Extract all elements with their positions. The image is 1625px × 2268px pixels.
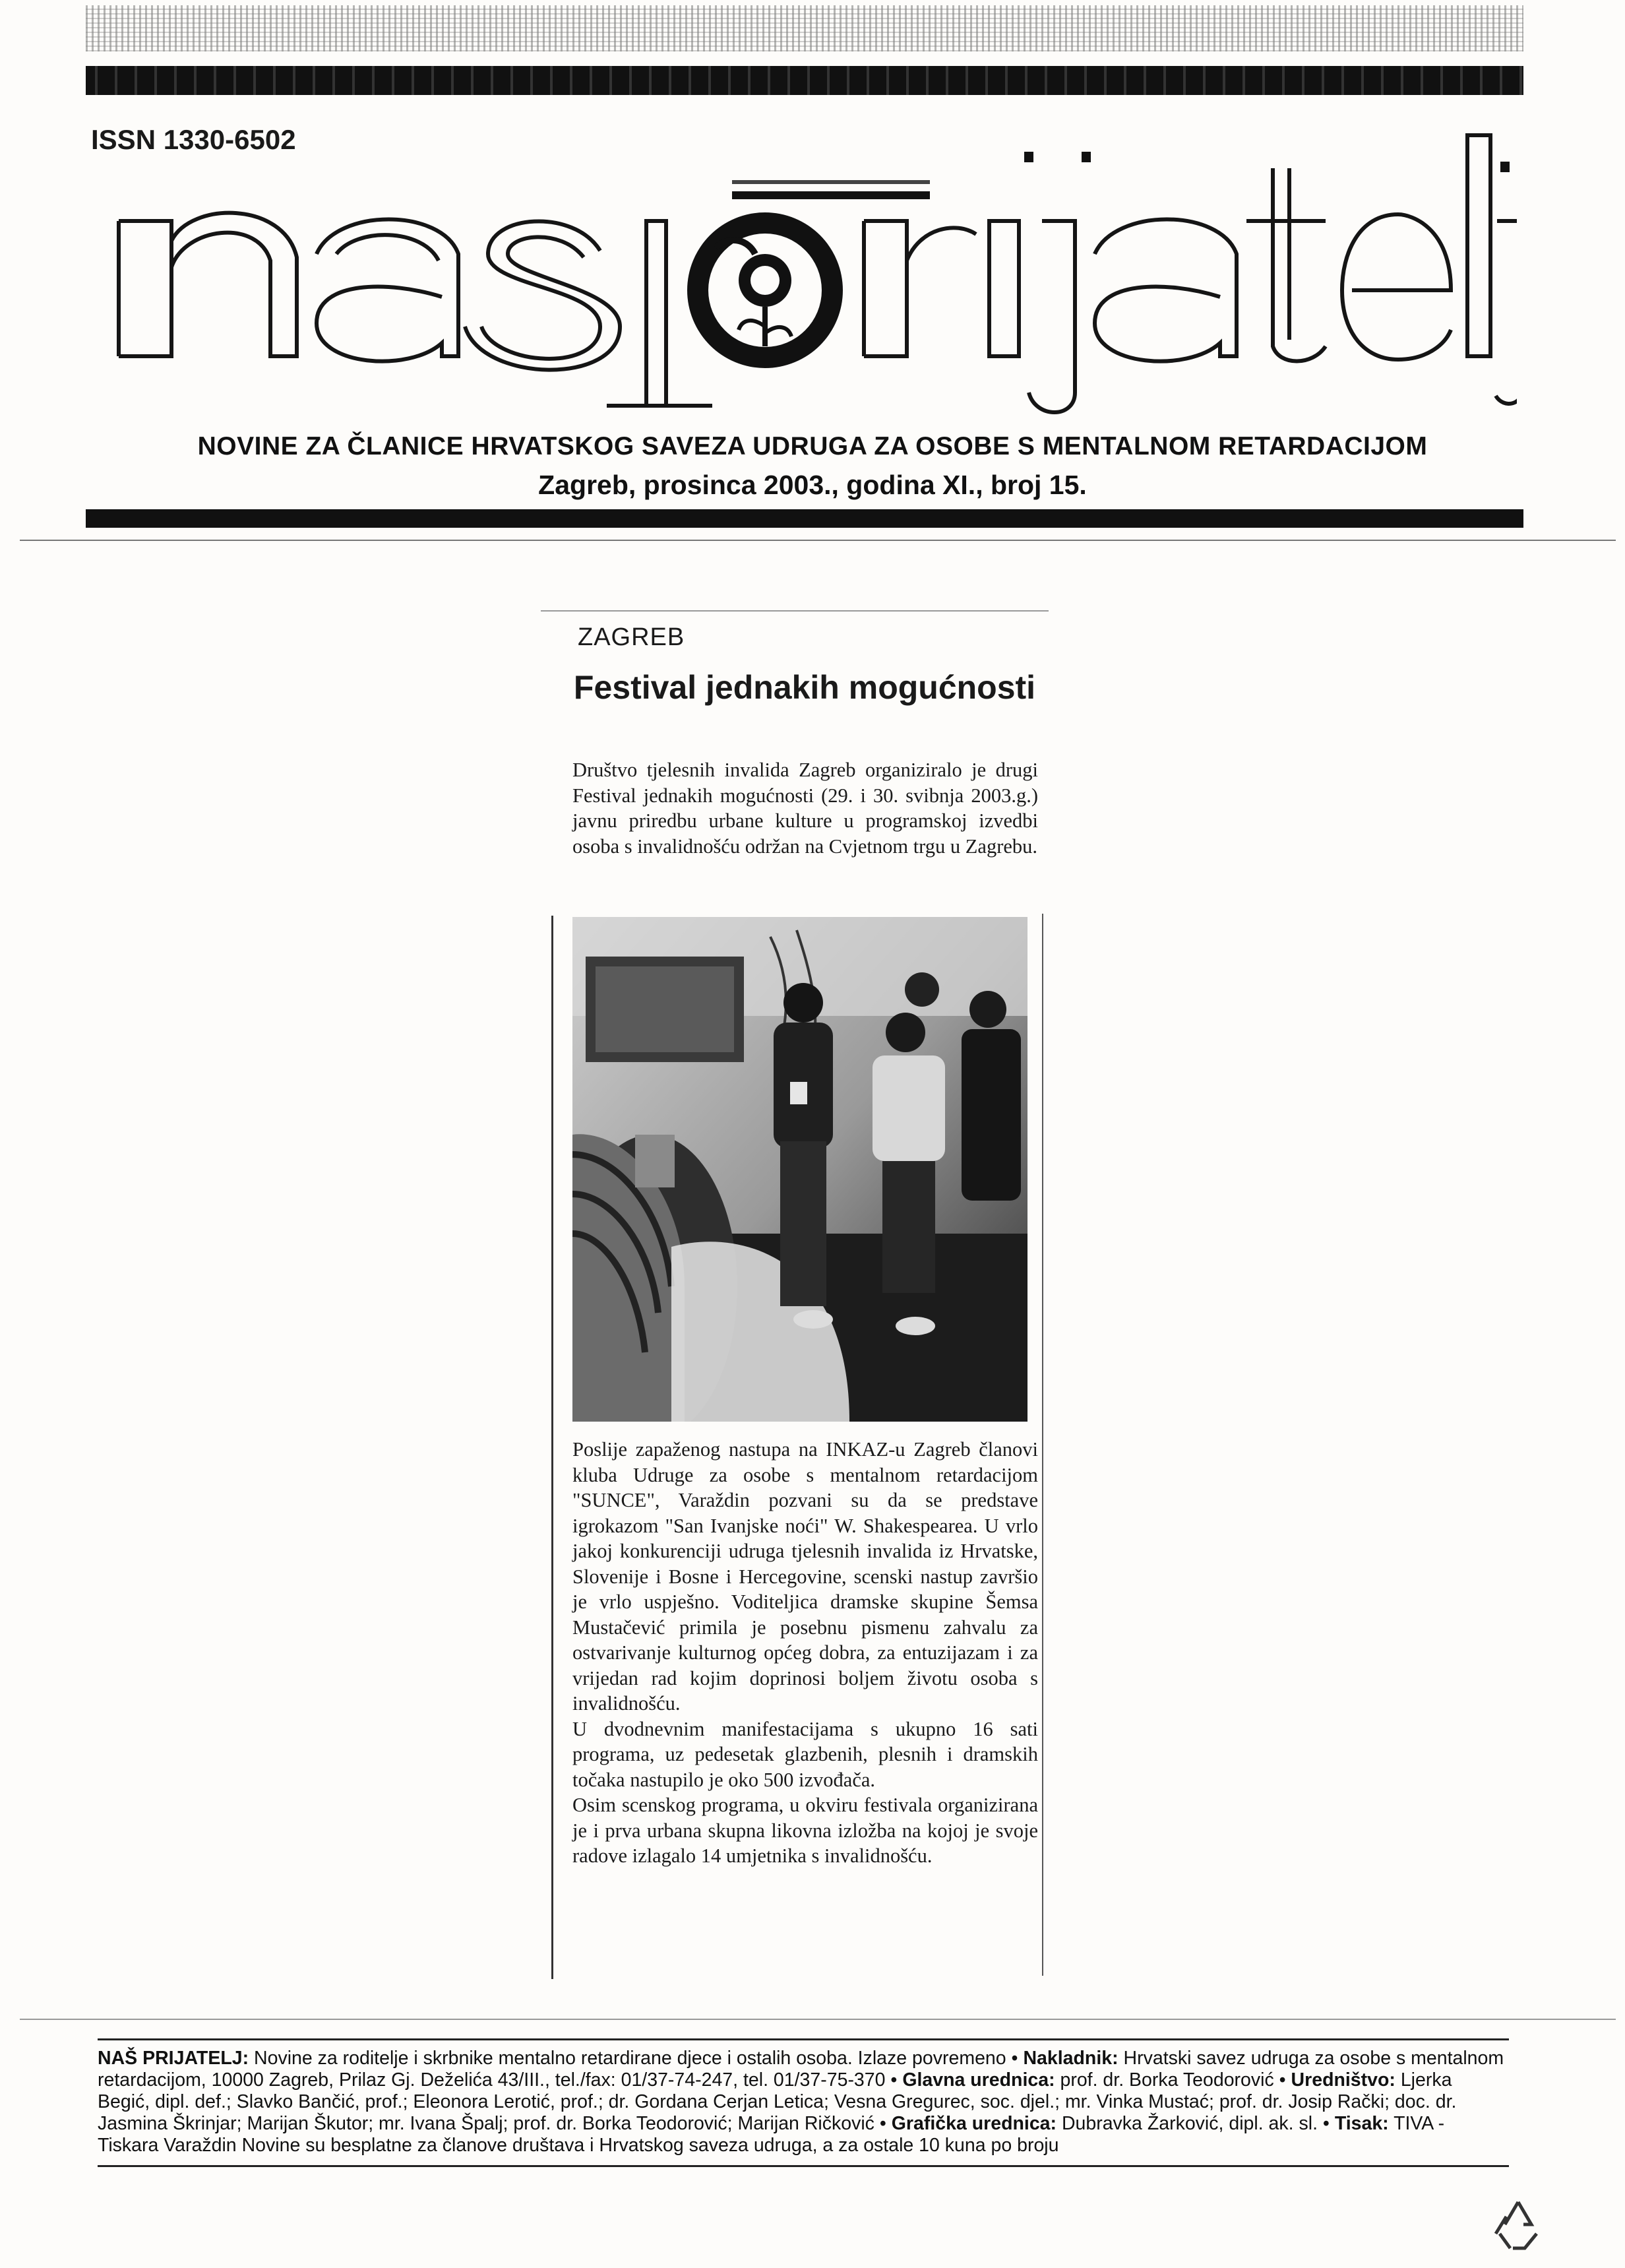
- footer-top-divider: [20, 2019, 1616, 2020]
- scan-noise-band: [86, 5, 1523, 51]
- article-paragraph: Poslije zapaženog nastupa na INKAZ-u Zagreb članovi kluba Udruge za osobe s mentalnom retardacijom "SUNCE", Varaždin pozvani su da se predstave igrokazom "San Ivanjske noći" W. Shakespearea. U vrlo jakoj konkurenciji udruga tjelesnih invalida iz Hrvatske, Slovenije i Bosne i Hercegovine, scenski nastup završio je vrlo uspješno. Voditeljica dramske skupine Šemsa Mustačević primila je posebnu pismenu zahvalu za ostvarivanje kulturnog općeg dobra, za entuzijazam i za vrijedan rad kojim doprinosi boljem životu osoba s invalidnošću.: [572, 1438, 1038, 1715]
- page-divider: [20, 540, 1616, 541]
- article-body: [572, 1437, 1038, 1869]
- article-headline: Festival jednakih mogućnosti: [573, 669, 1036, 706]
- imprint-publisher-text: Hrvatski savez udruga za osobe s mentalnom retardacijom, 10000 Zagreb, Prilaz Gj. Deželića 43/III., tel./fax: 01/37-74-247, tel. 01/37-75-370 •: [98, 2048, 1504, 2091]
- issn-number: ISSN 1330-6502: [91, 124, 296, 155]
- imprint-name-label: NAŠ PRIJATELJ:: [98, 2048, 249, 2069]
- article-lead: Društvo tjelesnih invalida Zagreb organiziralo je drugi Festival jednakih mogućnosti (29. i 30. svibnja 2003.g.) javnu priredbu urbane kulture u programskoj izvedbi osoba s invalidnošću održan na Cvjetnom trgu u Zagrebu.: [572, 759, 1038, 858]
- photo-performers-illustration: [572, 917, 1027, 1422]
- article-top-rule: [541, 610, 1049, 612]
- imprint-publisher-label: Nakladnik:: [1023, 2048, 1119, 2069]
- article-paragraph: Osim scenskog programa, u okviru festivala organizirana je i prva urbana skupna likovna izložba na kojoj je svoje radove izlagalo 14 umjetnika s invalidnošću.: [572, 1794, 1038, 1867]
- imprint-print-text: TIVA - Tiskara Varaždin Novine su besplatne za članove društava i Hrvatskog saveza udruga, a za ostale 10 kuna po broju: [98, 2113, 1445, 2156]
- masthead-bottom-rule: [86, 509, 1523, 528]
- imprint-graphic-text: Dubravka Žarković, dipl. ak. sl. •: [1061, 2113, 1330, 2134]
- issue-info: Zagreb, prosinca 2003., godina XI., broj 15.: [538, 470, 1087, 500]
- imprint-editor-label: Glavna urednica:: [902, 2069, 1055, 2091]
- imprint-footer: [98, 2048, 1509, 2157]
- masthead: [99, 129, 1517, 419]
- footer-rule: [98, 2038, 1509, 2040]
- imprint-graphic-label: Grafička urednica:: [891, 2113, 1057, 2134]
- article-paragraph: U dvodnevnim manifestacijama s ukupno 16 sati programa, uz pedesetak glazbenih, plesnih i dramskih točaka nastupilo je oko 500 izvođača.: [572, 1717, 1038, 1791]
- article-photo: [572, 917, 1027, 1422]
- article-dateline: ZAGREB: [578, 623, 685, 651]
- footer-bottom-rule: [98, 2165, 1509, 2167]
- imprint-print-label: Tisak:: [1334, 2113, 1389, 2134]
- imprint-editor-text: prof. dr. Borka Teodorović •: [1060, 2069, 1286, 2091]
- imprint-staff-text: Ljerka Begić, dipl. def.; Slavko Bančić, prof.; Eleonora Lerotić, prof.; dr. Gordana Cerjan Letica; Vesna Gregurec, soc. djel.; mr. Vinka Mustać; prof. dr. Josip Rački; doc. dr. Jasmina Škrinjar; Marijan Škutor; mr. Ivana Špalj; prof. dr. Borka Teodorović; Marijan Ričković •: [98, 2069, 1457, 2134]
- article-left-column-rule: [551, 916, 553, 1979]
- masthead-top-rule: [86, 66, 1523, 95]
- masthead-title-logotype: [99, 129, 1517, 419]
- masthead-subtitle: NOVINE ZA ČLANICE HRVATSKOG SAVEZA UDRUGA ZA OSOBE S MENTALNOM RETARDACIJOM: [197, 432, 1428, 460]
- imprint-staff-label: Uredništvo:: [1291, 2069, 1395, 2091]
- article-right-column-rule: [1042, 914, 1043, 1976]
- recycle-icon: [1490, 2197, 1546, 2252]
- imprint-name-text: Novine za roditelje i skrbnike mentalno retardirane djece i ostalih osoba. Izlaze povremeno •: [254, 2048, 1018, 2069]
